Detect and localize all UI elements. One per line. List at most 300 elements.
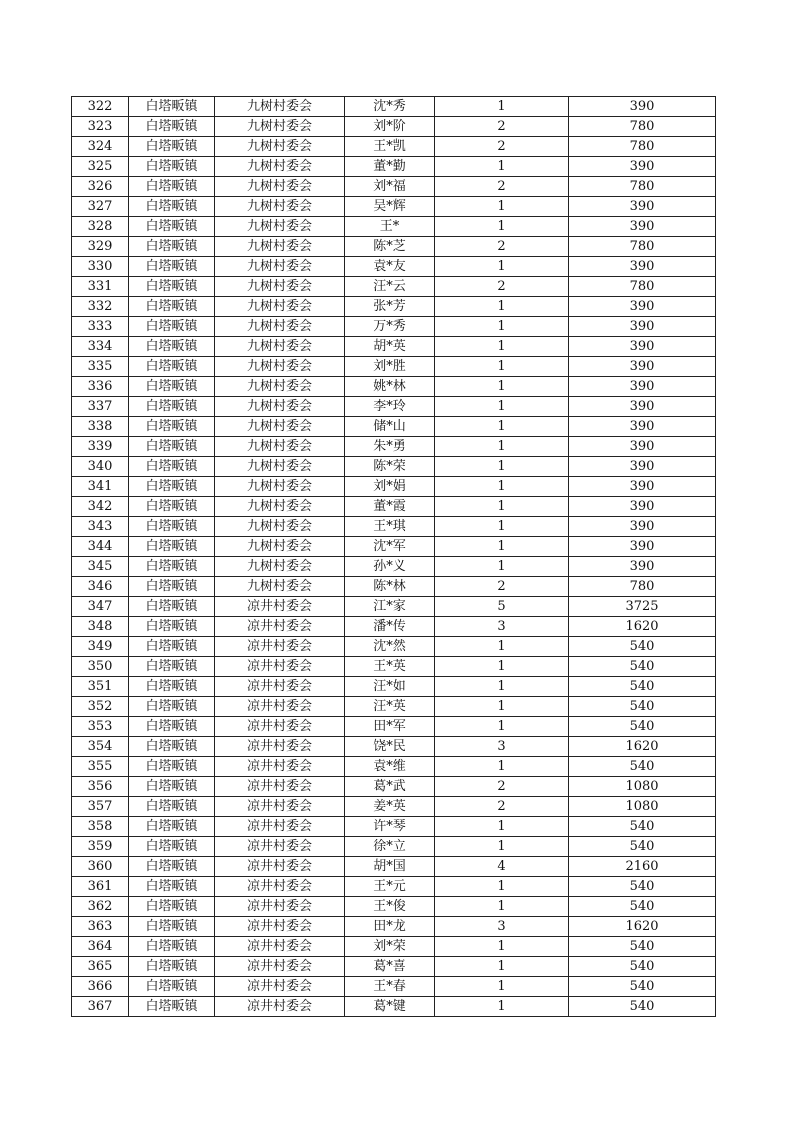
table-row [72, 357, 716, 377]
name-cell: 葛*武 [345, 777, 435, 797]
village-committee-cell: 凉井村委会 [215, 997, 345, 1017]
table-row [72, 717, 716, 737]
village-committee-cell: 九树村委会 [215, 457, 345, 477]
table-row [72, 457, 716, 477]
town-cell: 白塔畈镇 [129, 897, 215, 917]
table-row [72, 337, 716, 357]
row-number-cell: 350 [72, 657, 129, 677]
town-cell: 白塔畈镇 [129, 377, 215, 397]
household-count-cell: 1 [435, 717, 569, 737]
village-committee-cell: 九树村委会 [215, 497, 345, 517]
row-number-cell: 347 [72, 597, 129, 617]
name-cell: 沈*秀 [345, 97, 435, 117]
amount-cell: 390 [569, 537, 716, 557]
amount-cell: 390 [569, 357, 716, 377]
household-count-cell: 1 [435, 217, 569, 237]
village-committee-cell: 九树村委会 [215, 117, 345, 137]
village-committee-cell: 九树村委会 [215, 237, 345, 257]
village-committee-cell: 九树村委会 [215, 257, 345, 277]
row-number-cell: 344 [72, 537, 129, 557]
name-cell: 张*芳 [345, 297, 435, 317]
name-cell: 胡*英 [345, 337, 435, 357]
row-number-cell: 324 [72, 137, 129, 157]
household-count-cell: 1 [435, 877, 569, 897]
table-row [72, 137, 716, 157]
town-cell: 白塔畈镇 [129, 297, 215, 317]
village-committee-cell: 凉井村委会 [215, 757, 345, 777]
table-row [72, 517, 716, 537]
town-cell: 白塔畈镇 [129, 157, 215, 177]
name-cell: 汪*云 [345, 277, 435, 297]
household-count-cell: 1 [435, 437, 569, 457]
row-number-cell: 334 [72, 337, 129, 357]
row-number-cell: 359 [72, 837, 129, 857]
table-row [72, 837, 716, 857]
village-committee-cell: 九树村委会 [215, 337, 345, 357]
name-cell: 储*山 [345, 417, 435, 437]
town-cell: 白塔畈镇 [129, 677, 215, 697]
table-row [72, 737, 716, 757]
amount-cell: 390 [569, 477, 716, 497]
row-number-cell: 342 [72, 497, 129, 517]
amount-cell: 540 [569, 637, 716, 657]
amount-cell: 780 [569, 237, 716, 257]
amount-cell: 540 [569, 657, 716, 677]
village-committee-cell: 九树村委会 [215, 437, 345, 457]
name-cell: 葛*键 [345, 997, 435, 1017]
amount-cell: 390 [569, 157, 716, 177]
table-row [72, 637, 716, 657]
household-count-cell: 2 [435, 117, 569, 137]
amount-cell: 3725 [569, 597, 716, 617]
village-committee-cell: 凉井村委会 [215, 917, 345, 937]
table-row [72, 697, 716, 717]
row-number-cell: 345 [72, 557, 129, 577]
village-committee-cell: 凉井村委会 [215, 677, 345, 697]
row-number-cell: 341 [72, 477, 129, 497]
table-row [72, 877, 716, 897]
household-count-cell: 1 [435, 817, 569, 837]
village-committee-cell: 九树村委会 [215, 177, 345, 197]
name-cell: 潘*传 [345, 617, 435, 637]
town-cell: 白塔畈镇 [129, 537, 215, 557]
amount-cell: 540 [569, 757, 716, 777]
table-row [72, 657, 716, 677]
name-cell: 董*霞 [345, 497, 435, 517]
name-cell: 田*军 [345, 717, 435, 737]
amount-cell: 390 [569, 417, 716, 437]
name-cell: 沈*军 [345, 537, 435, 557]
household-count-cell: 1 [435, 957, 569, 977]
row-number-cell: 358 [72, 817, 129, 837]
household-count-cell: 1 [435, 837, 569, 857]
village-committee-cell: 九树村委会 [215, 377, 345, 397]
amount-cell: 540 [569, 837, 716, 857]
town-cell: 白塔畈镇 [129, 837, 215, 857]
village-committee-cell: 九树村委会 [215, 137, 345, 157]
household-count-cell: 1 [435, 637, 569, 657]
amount-cell: 540 [569, 897, 716, 917]
household-count-cell: 2 [435, 797, 569, 817]
amount-cell: 390 [569, 457, 716, 477]
row-number-cell: 353 [72, 717, 129, 737]
table-row [72, 617, 716, 637]
household-count-cell: 2 [435, 777, 569, 797]
village-committee-cell: 凉井村委会 [215, 857, 345, 877]
amount-cell: 540 [569, 717, 716, 737]
village-committee-cell: 凉井村委会 [215, 777, 345, 797]
household-count-cell: 3 [435, 737, 569, 757]
household-count-cell: 2 [435, 137, 569, 157]
row-number-cell: 326 [72, 177, 129, 197]
name-cell: 徐*立 [345, 837, 435, 857]
name-cell: 袁*维 [345, 757, 435, 777]
town-cell: 白塔畈镇 [129, 717, 215, 737]
table-row [72, 797, 716, 817]
row-number-cell: 355 [72, 757, 129, 777]
household-count-cell: 1 [435, 377, 569, 397]
village-committee-cell: 九树村委会 [215, 537, 345, 557]
row-number-cell: 351 [72, 677, 129, 697]
town-cell: 白塔畈镇 [129, 557, 215, 577]
household-count-cell: 4 [435, 857, 569, 877]
household-count-cell: 2 [435, 577, 569, 597]
town-cell: 白塔畈镇 [129, 857, 215, 877]
village-committee-cell: 凉井村委会 [215, 897, 345, 917]
name-cell: 饶*民 [345, 737, 435, 757]
town-cell: 白塔畈镇 [129, 997, 215, 1017]
town-cell: 白塔畈镇 [129, 597, 215, 617]
table-row [72, 437, 716, 457]
town-cell: 白塔畈镇 [129, 577, 215, 597]
row-number-cell: 367 [72, 997, 129, 1017]
household-count-cell: 1 [435, 937, 569, 957]
row-number-cell: 361 [72, 877, 129, 897]
amount-cell: 1620 [569, 617, 716, 637]
town-cell: 白塔畈镇 [129, 757, 215, 777]
name-cell: 葛*喜 [345, 957, 435, 977]
row-number-cell: 339 [72, 437, 129, 457]
household-count-cell: 1 [435, 337, 569, 357]
household-count-cell: 1 [435, 517, 569, 537]
household-count-cell: 1 [435, 497, 569, 517]
table-row [72, 777, 716, 797]
household-count-cell: 1 [435, 317, 569, 337]
table-row [72, 497, 716, 517]
table-row [72, 917, 716, 937]
amount-cell: 390 [569, 517, 716, 537]
village-committee-cell: 九树村委会 [215, 397, 345, 417]
table-body [72, 97, 716, 1017]
village-committee-cell: 凉井村委会 [215, 957, 345, 977]
household-count-cell: 1 [435, 657, 569, 677]
table-row [72, 417, 716, 437]
amount-cell: 540 [569, 977, 716, 997]
row-number-cell: 366 [72, 977, 129, 997]
row-number-cell: 335 [72, 357, 129, 377]
household-count-cell: 1 [435, 897, 569, 917]
household-count-cell: 1 [435, 557, 569, 577]
table-row [72, 537, 716, 557]
town-cell: 白塔畈镇 [129, 777, 215, 797]
table-row [72, 117, 716, 137]
village-committee-cell: 九树村委会 [215, 517, 345, 537]
town-cell: 白塔畈镇 [129, 637, 215, 657]
household-count-cell: 1 [435, 697, 569, 717]
village-committee-cell: 凉井村委会 [215, 817, 345, 837]
village-committee-cell: 九树村委会 [215, 557, 345, 577]
town-cell: 白塔畈镇 [129, 257, 215, 277]
village-committee-cell: 九树村委会 [215, 217, 345, 237]
village-committee-cell: 凉井村委会 [215, 697, 345, 717]
household-count-cell: 1 [435, 257, 569, 277]
amount-cell: 390 [569, 297, 716, 317]
household-count-cell: 5 [435, 597, 569, 617]
name-cell: 汪*英 [345, 697, 435, 717]
name-cell: 许*琴 [345, 817, 435, 837]
name-cell: 李*玲 [345, 397, 435, 417]
table-row [72, 257, 716, 277]
town-cell: 白塔畈镇 [129, 917, 215, 937]
amount-cell: 780 [569, 137, 716, 157]
table-row [72, 377, 716, 397]
town-cell: 白塔畈镇 [129, 337, 215, 357]
village-committee-cell: 凉井村委会 [215, 937, 345, 957]
row-number-cell: 362 [72, 897, 129, 917]
amount-cell: 390 [569, 197, 716, 217]
row-number-cell: 364 [72, 937, 129, 957]
amount-cell: 540 [569, 997, 716, 1017]
table-row [72, 97, 716, 117]
row-number-cell: 331 [72, 277, 129, 297]
village-committee-cell: 凉井村委会 [215, 637, 345, 657]
row-number-cell: 332 [72, 297, 129, 317]
household-count-cell: 1 [435, 97, 569, 117]
row-number-cell: 330 [72, 257, 129, 277]
table-row [72, 197, 716, 217]
village-committee-cell: 凉井村委会 [215, 617, 345, 637]
amount-cell: 390 [569, 337, 716, 357]
data-table [71, 96, 716, 1017]
table-row [72, 157, 716, 177]
table-row [72, 557, 716, 577]
household-count-cell: 1 [435, 457, 569, 477]
household-count-cell: 3 [435, 917, 569, 937]
name-cell: 万*秀 [345, 317, 435, 337]
amount-cell: 780 [569, 177, 716, 197]
name-cell: 吴*辉 [345, 197, 435, 217]
amount-cell: 780 [569, 117, 716, 137]
town-cell: 白塔畈镇 [129, 237, 215, 257]
amount-cell: 1080 [569, 797, 716, 817]
household-count-cell: 2 [435, 277, 569, 297]
row-number-cell: 348 [72, 617, 129, 637]
name-cell: 朱*勇 [345, 437, 435, 457]
town-cell: 白塔畈镇 [129, 217, 215, 237]
table-row [72, 677, 716, 697]
table-row [72, 957, 716, 977]
household-count-cell: 1 [435, 297, 569, 317]
household-count-cell: 1 [435, 757, 569, 777]
row-number-cell: 323 [72, 117, 129, 137]
village-committee-cell: 九树村委会 [215, 157, 345, 177]
row-number-cell: 329 [72, 237, 129, 257]
village-committee-cell: 九树村委会 [215, 357, 345, 377]
row-number-cell: 325 [72, 157, 129, 177]
table-row [72, 397, 716, 417]
name-cell: 孙*义 [345, 557, 435, 577]
amount-cell: 390 [569, 397, 716, 417]
name-cell: 沈*然 [345, 637, 435, 657]
village-committee-cell: 九树村委会 [215, 577, 345, 597]
town-cell: 白塔畈镇 [129, 797, 215, 817]
table-row [72, 217, 716, 237]
village-committee-cell: 九树村委会 [215, 97, 345, 117]
table-row [72, 597, 716, 617]
name-cell: 陈*芝 [345, 237, 435, 257]
name-cell: 董*勤 [345, 157, 435, 177]
amount-cell: 540 [569, 877, 716, 897]
amount-cell: 390 [569, 497, 716, 517]
amount-cell: 540 [569, 817, 716, 837]
row-number-cell: 333 [72, 317, 129, 337]
household-count-cell: 1 [435, 357, 569, 377]
table-row [72, 937, 716, 957]
name-cell: 袁*友 [345, 257, 435, 277]
row-number-cell: 349 [72, 637, 129, 657]
row-number-cell: 363 [72, 917, 129, 937]
table-row [72, 997, 716, 1017]
amount-cell: 390 [569, 557, 716, 577]
name-cell: 刘*阶 [345, 117, 435, 137]
name-cell: 王*琪 [345, 517, 435, 537]
name-cell: 刘*娟 [345, 477, 435, 497]
village-committee-cell: 九树村委会 [215, 417, 345, 437]
town-cell: 白塔畈镇 [129, 197, 215, 217]
village-committee-cell: 凉井村委会 [215, 737, 345, 757]
table-row [72, 477, 716, 497]
amount-cell: 1620 [569, 917, 716, 937]
village-committee-cell: 凉井村委会 [215, 717, 345, 737]
amount-cell: 540 [569, 697, 716, 717]
table-row [72, 237, 716, 257]
town-cell: 白塔畈镇 [129, 877, 215, 897]
amount-cell: 1620 [569, 737, 716, 757]
name-cell: 陈*荣 [345, 457, 435, 477]
town-cell: 白塔畈镇 [129, 417, 215, 437]
table-row [72, 977, 716, 997]
household-count-cell: 3 [435, 617, 569, 637]
amount-cell: 390 [569, 97, 716, 117]
name-cell: 刘*荣 [345, 937, 435, 957]
amount-cell: 780 [569, 277, 716, 297]
name-cell: 刘*福 [345, 177, 435, 197]
amount-cell: 390 [569, 257, 716, 277]
village-committee-cell: 凉井村委会 [215, 877, 345, 897]
town-cell: 白塔畈镇 [129, 437, 215, 457]
town-cell: 白塔畈镇 [129, 177, 215, 197]
town-cell: 白塔畈镇 [129, 977, 215, 997]
village-committee-cell: 凉井村委会 [215, 797, 345, 817]
row-number-cell: 346 [72, 577, 129, 597]
table-row [72, 317, 716, 337]
name-cell: 王*元 [345, 877, 435, 897]
amount-cell: 390 [569, 437, 716, 457]
table-row [72, 177, 716, 197]
name-cell: 王*春 [345, 977, 435, 997]
town-cell: 白塔畈镇 [129, 277, 215, 297]
row-number-cell: 338 [72, 417, 129, 437]
name-cell: 江*家 [345, 597, 435, 617]
village-committee-cell: 九树村委会 [215, 197, 345, 217]
name-cell: 姚*林 [345, 377, 435, 397]
table-row [72, 577, 716, 597]
amount-cell: 2160 [569, 857, 716, 877]
village-committee-cell: 凉井村委会 [215, 837, 345, 857]
amount-cell: 1080 [569, 777, 716, 797]
row-number-cell: 360 [72, 857, 129, 877]
amount-cell: 390 [569, 317, 716, 337]
amount-cell: 540 [569, 957, 716, 977]
town-cell: 白塔畈镇 [129, 617, 215, 637]
town-cell: 白塔畈镇 [129, 457, 215, 477]
household-count-cell: 1 [435, 537, 569, 557]
village-committee-cell: 九树村委会 [215, 317, 345, 337]
household-count-cell: 1 [435, 417, 569, 437]
amount-cell: 390 [569, 217, 716, 237]
name-cell: 王*凯 [345, 137, 435, 157]
village-committee-cell: 凉井村委会 [215, 597, 345, 617]
name-cell: 田*龙 [345, 917, 435, 937]
village-committee-cell: 九树村委会 [215, 477, 345, 497]
household-count-cell: 1 [435, 477, 569, 497]
town-cell: 白塔畈镇 [129, 817, 215, 837]
table-row [72, 817, 716, 837]
amount-cell: 540 [569, 937, 716, 957]
name-cell: 王*英 [345, 657, 435, 677]
name-cell: 王* [345, 217, 435, 237]
village-committee-cell: 九树村委会 [215, 277, 345, 297]
row-number-cell: 354 [72, 737, 129, 757]
table-row [72, 277, 716, 297]
table-row [72, 757, 716, 777]
name-cell: 王*俊 [345, 897, 435, 917]
amount-cell: 780 [569, 577, 716, 597]
table-row [72, 857, 716, 877]
row-number-cell: 336 [72, 377, 129, 397]
town-cell: 白塔畈镇 [129, 697, 215, 717]
name-cell: 陈*林 [345, 577, 435, 597]
village-committee-cell: 凉井村委会 [215, 977, 345, 997]
name-cell: 胡*国 [345, 857, 435, 877]
town-cell: 白塔畈镇 [129, 317, 215, 337]
row-number-cell: 352 [72, 697, 129, 717]
household-count-cell: 1 [435, 157, 569, 177]
name-cell: 姜*英 [345, 797, 435, 817]
village-committee-cell: 凉井村委会 [215, 657, 345, 677]
town-cell: 白塔畈镇 [129, 357, 215, 377]
row-number-cell: 357 [72, 797, 129, 817]
town-cell: 白塔畈镇 [129, 477, 215, 497]
row-number-cell: 356 [72, 777, 129, 797]
row-number-cell: 322 [72, 97, 129, 117]
table-row [72, 897, 716, 917]
row-number-cell: 365 [72, 957, 129, 977]
household-count-cell: 1 [435, 197, 569, 217]
household-count-cell: 2 [435, 237, 569, 257]
row-number-cell: 340 [72, 457, 129, 477]
town-cell: 白塔畈镇 [129, 657, 215, 677]
